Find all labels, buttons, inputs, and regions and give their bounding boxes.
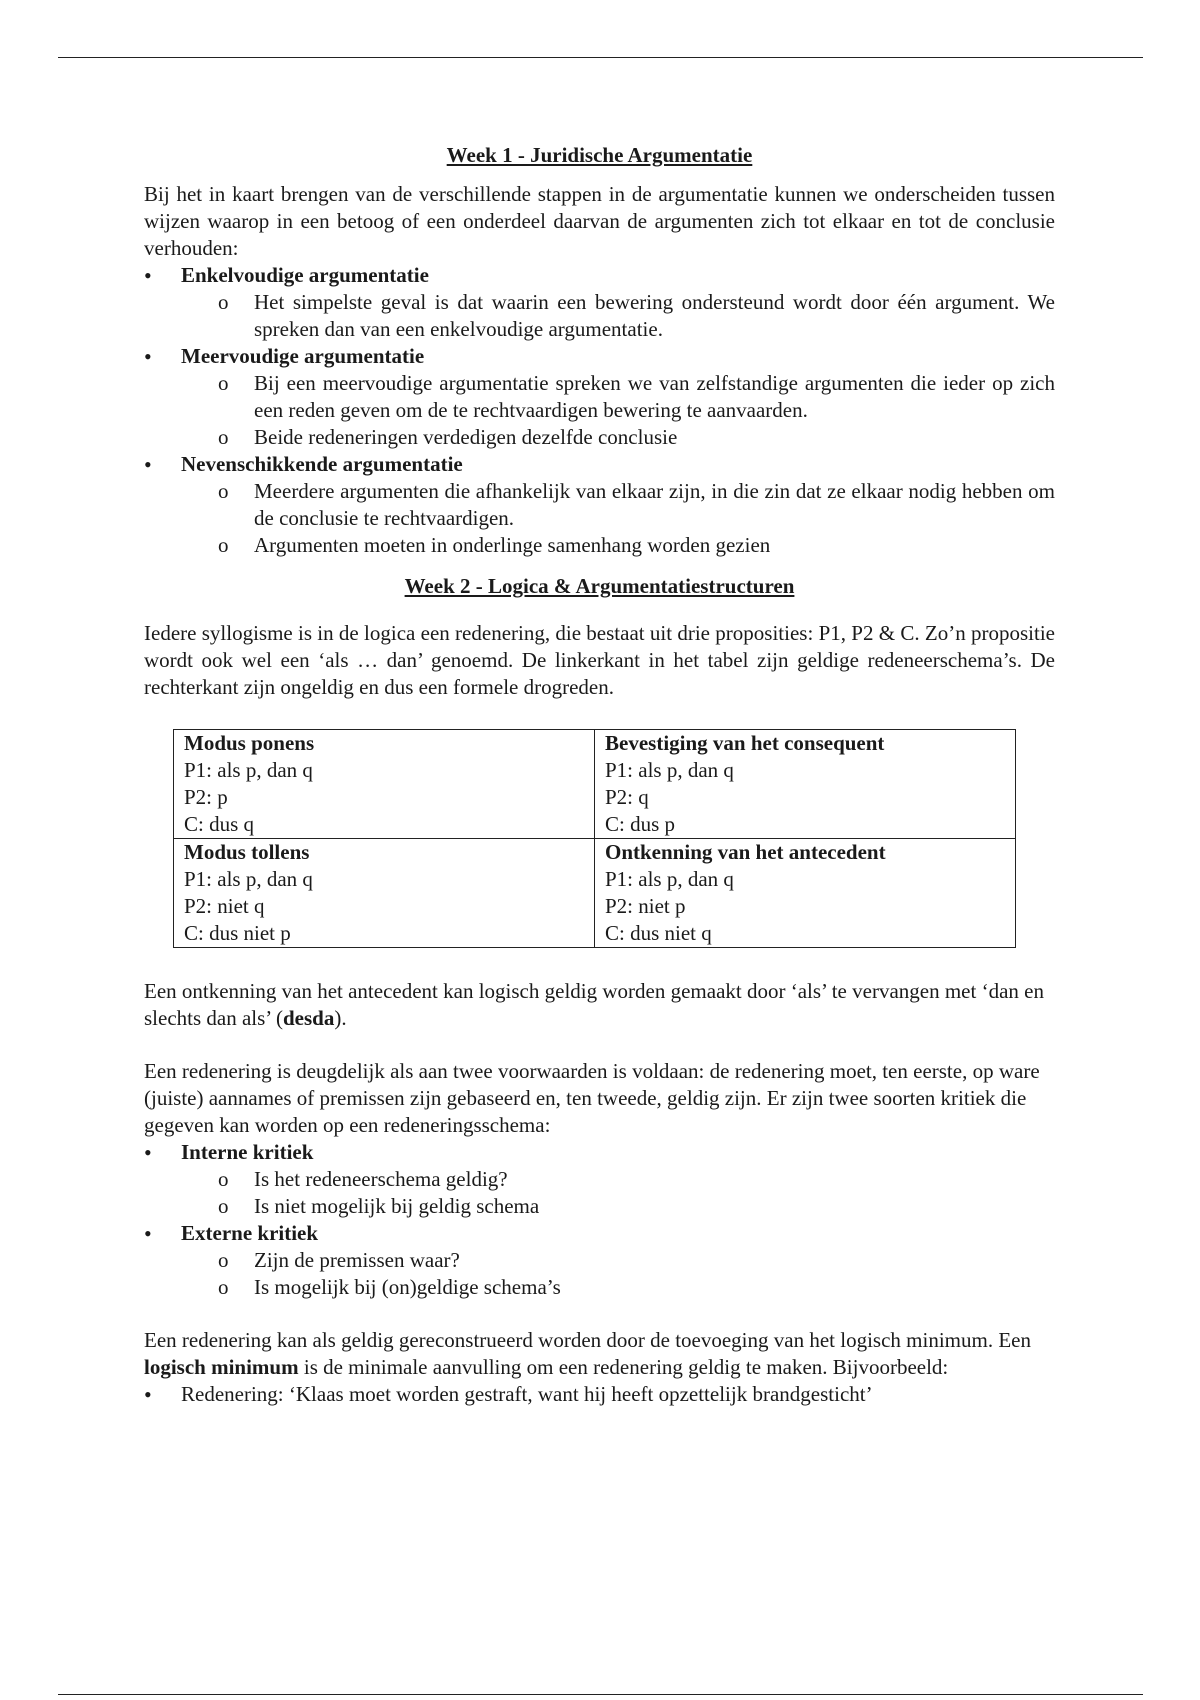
cell-title: Modus tollens — [184, 840, 310, 864]
sub-item: o Zijn de premissen waar? — [254, 1247, 1055, 1274]
cell-line: P1: als p, dan q — [184, 867, 313, 891]
text-run: Een redenering kan als geldig gereconstrueerd worden door de toevoeging van het logisch minimum. Een — [144, 1328, 1031, 1352]
bullet-heading: Interne kritiek — [181, 1140, 314, 1164]
deugdelijk-paragraph: Een redenering is deugdelijk als aan twee voorwaarden is voldaan: de redenering moet, ten eerste, op ware (juiste) aannames of premissen zijn gebaseerd en, ten tweede, geldig zijn. Er zijn twee soorten kritiek die gegeven kan worden op een redeneringsschema: — [144, 1059, 1040, 1137]
week1-list — [144, 262, 1055, 559]
table-row — [174, 730, 1016, 839]
cell-line: P1: als p, dan q — [605, 758, 734, 782]
bold-term: desda — [282, 1006, 335, 1030]
minimum-paragraph — [144, 1327, 1055, 1381]
list-item: • Redenering: ‘Klaas moet worden gestraft, want hij heeft opzettelijk brandgesticht’ — [144, 1381, 1055, 1408]
cell-line: P2: p — [184, 785, 228, 809]
table-cell — [595, 839, 1016, 948]
table-cell — [595, 730, 1016, 839]
text-run: Een ontkenning van het antecedent kan logisch geldig worden gemaakt door ‘als’ te vervangen met ‘dan en slechts dan als’ ( — [144, 979, 1044, 1030]
week1-title: Week 1 - Juridische Argumentatie — [446, 143, 753, 167]
week2-title: Week 2 - Logica & Argumentatiestructuren — [404, 574, 795, 598]
bullet-heading: Externe kritiek — [181, 1221, 319, 1245]
list-item — [144, 451, 1055, 559]
cell-title: Modus ponens — [184, 731, 315, 755]
sub-item: o Argumenten moeten in onderlinge samenhang worden gezien — [254, 532, 1055, 559]
sub-item: o Is niet mogelijk bij geldig schema — [254, 1193, 1055, 1220]
table-cell — [174, 839, 595, 948]
syllogism-table — [173, 729, 1016, 948]
cell-line: C: dus p — [605, 812, 676, 836]
cell-line: P2: niet p — [605, 894, 686, 918]
bullet-heading: Enkelvoudige argumentatie — [181, 263, 429, 287]
antecedent-paragraph — [144, 978, 1055, 1032]
week2-intro: Iedere syllogisme is in de logica een redenering, die bestaat uit drie proposities: P1, P2 & C. Zo’n propositie wordt ook wel een ‘als … dan’ genoemd. De linkerkant in het tabel zijn geldige redeneerschema’s. De rechterkant zijn ongeldig en dus een formele drogreden. — [144, 621, 1055, 699]
top-rule — [58, 57, 1143, 58]
text-run: ). — [334, 1006, 347, 1030]
sub-item: o Het simpelste geval is dat waarin een bewering ondersteund wordt door één argument. We spreken dan van een enkelvoudige argumentatie. — [254, 289, 1055, 343]
list-item — [144, 262, 1055, 343]
list-item — [144, 1220, 1055, 1301]
week1-intro: Bij het in kaart brengen van de verschillende stappen in de argumentatie kunnen we onderscheiden tussen wijzen waarop in een betoog of een onderdeel daarvan de argumenten zich tot elkaar en tot de conclusie verhouden: — [144, 182, 1055, 260]
list-item — [144, 343, 1055, 451]
cell-line: P2: q — [605, 785, 649, 809]
bottom-rule — [58, 1694, 1143, 1695]
table-cell — [174, 730, 595, 839]
text-run: is de minimale aanvulling om een redenering geldig te maken. Bijvoorbeeld: — [298, 1355, 949, 1379]
table-row — [174, 839, 1016, 948]
cell-line: P2: niet q — [184, 894, 265, 918]
document-body — [144, 142, 1055, 1408]
kritiek-list — [144, 1139, 1055, 1301]
cell-line: C: dus q — [184, 812, 255, 836]
sub-item: o Is het redeneerschema geldig? — [254, 1166, 1055, 1193]
cell-line: C: dus niet p — [184, 921, 291, 945]
cell-title: Bevestiging van het consequent — [605, 731, 885, 755]
sub-item: o Bij een meervoudige argumentatie spreken we van zelfstandige argumenten die ieder op zich een reden geven om de te rechtvaardigen bewering te aanvaarden. — [254, 370, 1055, 424]
bold-term: logisch minimum — [144, 1355, 299, 1379]
cell-line: P1: als p, dan q — [184, 758, 313, 782]
sub-item: o Beide redeneringen verdedigen dezelfde conclusie — [254, 424, 1055, 451]
sub-item: o Meerdere argumenten die afhankelijk van elkaar zijn, in die zin dat ze elkaar nodig hebben om de conclusie te rechtvaardigen. — [254, 478, 1055, 532]
cell-title: Ontkenning van het antecedent — [605, 840, 886, 864]
cell-line: C: dus niet q — [605, 921, 712, 945]
list-item — [144, 1139, 1055, 1220]
bullet-heading: Nevenschikkende argumentatie — [181, 452, 463, 476]
example-list — [144, 1381, 1055, 1408]
sub-item: o Is mogelijk bij (on)geldige schema’s — [254, 1274, 1055, 1301]
bullet-heading: Meervoudige argumentatie — [181, 344, 425, 368]
cell-line: P1: als p, dan q — [605, 867, 734, 891]
